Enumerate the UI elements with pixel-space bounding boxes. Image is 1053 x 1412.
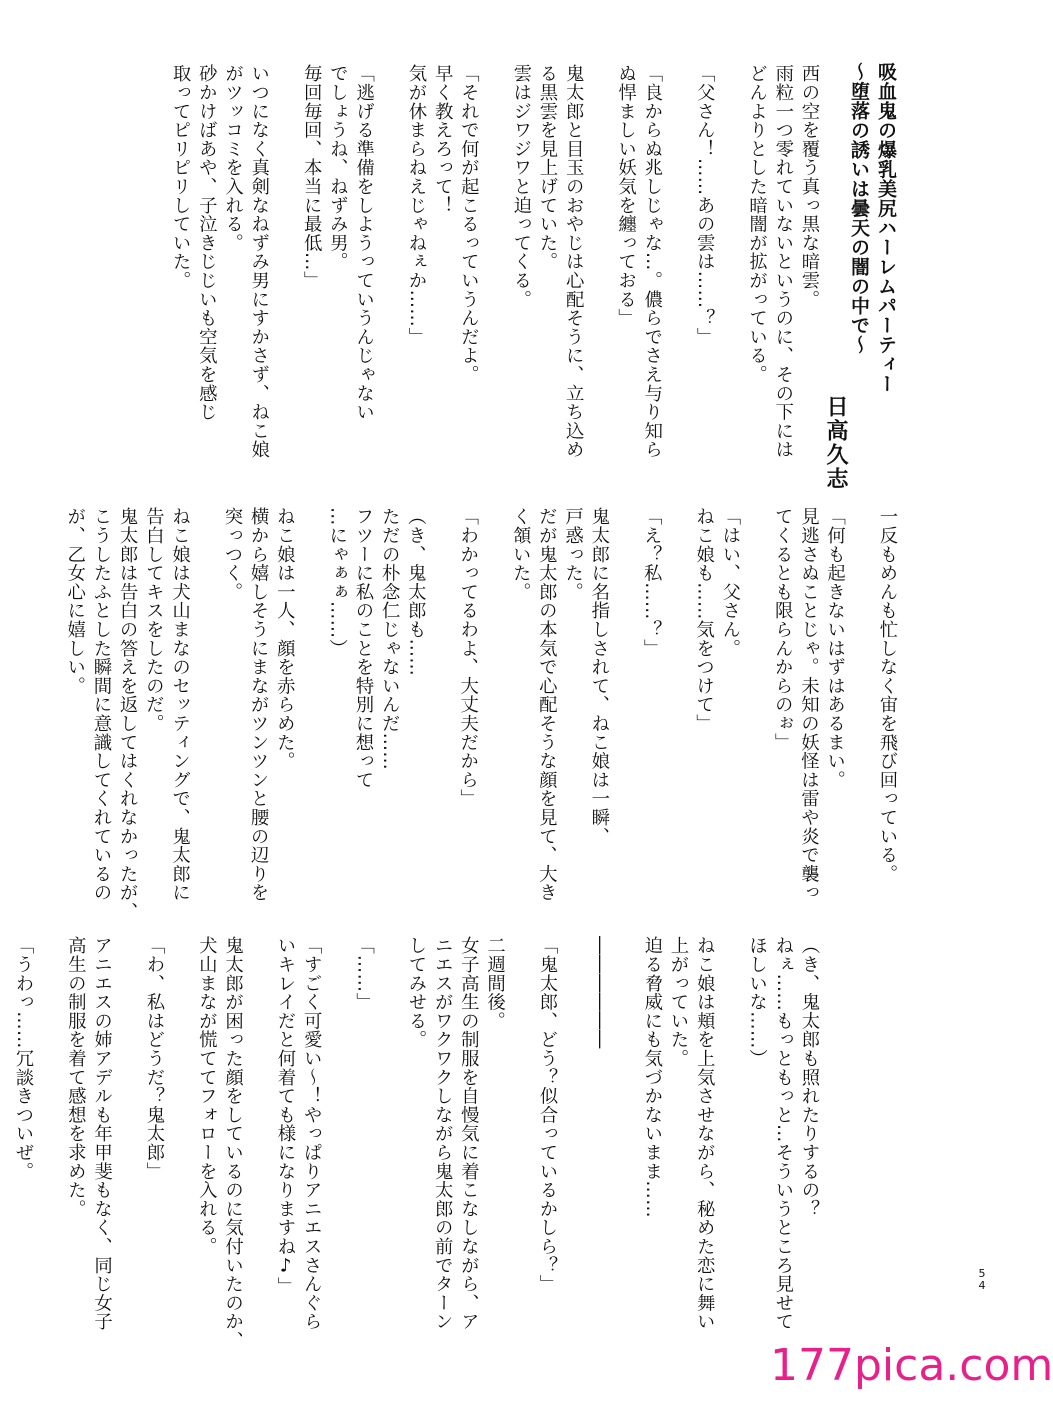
text-line: 二週間後。 [484,936,506,1030]
text-line: る黒雲を見上げていた。 [536,64,558,271]
text-line: ―――――― [589,936,611,1049]
text-line: 「それで何が起こるっていうんだよ。 [458,64,480,384]
text-line [717,936,743,1356]
text-line [717,64,743,474]
text-line [848,507,874,927]
text-line [272,64,298,474]
text-line [664,507,690,927]
author-name: 日高久志 [823,395,848,491]
text-line: 「わかってるわよ、大丈夫だから」 [457,507,479,808]
text-line: だが鬼太郎の本気で心配そうな顔を見て、大き [536,507,558,902]
watermark-text: 177pica.com [770,1340,1053,1391]
text-line: ただの朴念仁じゃないんだ…… [379,507,401,771]
text-line: 高生の制服を着て感想を求めた。 [65,936,87,1218]
text-line: 上がっていた。 [667,936,689,1068]
text-line [428,507,454,927]
text-line: 「逃げる準備をしようっていうんじゃない [353,64,375,422]
text-line [115,936,141,1356]
text-line: がツッコミを入れる。 [222,64,244,252]
text-line: してみせる。 [405,936,427,1049]
text-line [665,64,691,474]
text-line: 告白してキスをしたのだ。 [143,507,165,733]
text-line [193,507,219,927]
page-number: 54 [978,1267,986,1292]
text-tier-bottom [10,936,822,1356]
text-line: 「はい、父さん。 [719,507,741,658]
text-line: 「何も起きないはずはあるまい。 [824,507,846,789]
text-line: 見逃さぬことじゃ。未知の妖怪は雷や炎で襲っ [798,507,820,902]
text-tier-top [167,64,822,474]
text-line [297,507,323,927]
text-line [612,936,638,1356]
text-line: 鬼太郎が困った顔をしているのに気付いたのか、 [222,936,244,1350]
text-line: 一反もめんも忙しなく宙を飛び回っている。 [877,507,898,883]
text-line: 鬼太郎に名指しされて、ねこ娘は一瞬、 [588,507,610,846]
text-line [586,64,612,474]
text-line: ねこ娘は一人、顔を赤らめた。 [274,507,296,771]
story-subtitle: ～堕落の誘いは曇天の闇の中で～ [848,62,870,355]
text-line: 早く教えろって！ [432,64,454,215]
text-line: 女子高生の制服を自慢気に着こなしながら、ア [458,936,480,1331]
text-line: フツーに私のことを特別に想って [352,507,374,789]
text-line: が、乙女心に嬉しい。 [64,507,86,695]
text-line [481,64,507,474]
text-line: 砂かけばあや、子泣きじじいも空気を感じ [196,64,218,422]
text-line: ねこ娘も……気をつけて」 [693,507,715,733]
text-line: （き、鬼太郎も…… [405,507,427,677]
text-line: こうしたふとした瞬間に意識してくれているの [90,507,112,902]
text-line: 迫る脅威にも気づかないまま…… [641,936,663,1218]
text-line [36,936,62,1356]
text-line: ニエスがワクワクしながら鬼太郎の前でターン [432,936,454,1331]
text-line: …にゃぁぁ……） [326,507,348,658]
text-line: 戸惑った。 [562,507,584,601]
text-line: 取ってピリピリしていた。 [170,64,192,290]
text-line: いつになく真剣なねずみ男にすかさず、ねこ娘 [248,64,270,459]
text-line: （き、鬼太郎も照れたりするの？ [799,936,820,1218]
text-line: 「良からぬ兆しじゃな…。儂らでさえ与り知ら [641,64,663,459]
text-line: 気が休まらねえじゃねぇか……」 [405,64,427,346]
text-line: 鬼太郎と目玉のおやじは心配そうに、立ち込め [563,64,585,459]
story-title: 吸血鬼の爆乳美尻ハーレムパーティー [875,62,897,394]
text-line: 「すごく可愛い～！やっぱりアニエスさんぐら [301,936,323,1331]
text-line: 西の空を覆う真っ黒な暗雲。 [799,64,820,309]
text-line: いキレイだと何着ても様になりますね♪」 [274,936,296,1296]
text-line: 「鬼太郎、どう？似合っているかしら？」 [536,936,558,1294]
text-line: ねこ娘は頬を上気させながら、秘めた恋に舞い [694,936,716,1331]
text-line [560,936,586,1356]
text-line: ぬ悍ましい妖気を纏っておる」 [615,64,637,328]
text-line [743,507,769,927]
text-line: 横から嬉しそうにまながツンツンと腰の辺りを [248,507,270,902]
text-line: ねぇ……もっともっと…そういうところ見せて [772,936,794,1331]
text-line [324,936,350,1356]
text-line: アニエスの姉アデルも年甲斐もなく、同じ女子 [91,936,113,1331]
text-tier-middle [62,507,901,927]
text-line: ほしいな……） [746,936,768,1068]
text-line: 「……」 [353,936,375,1012]
text-line [377,64,403,474]
text-line: 鬼太郎は告白の答えを返してはくれなかったが、 [117,507,139,921]
text-line: 「うわっ……冗談きついぜ。 [12,936,34,1181]
text-line: 「父さん！……あの雲は……？」 [694,64,716,346]
text-line: 犬山まなが慌ててフォローを入れる。 [196,936,218,1256]
text-line: 「わ、私はどうだ？鬼太郎」 [143,936,165,1181]
text-line: どんよりとした暗闇が拡がっている。 [746,64,768,384]
text-line [508,936,534,1356]
text-line [377,936,403,1356]
text-line: 毎回毎回、本当に最低…」 [301,64,323,290]
text-line: 雲はジワジワと迫ってくる。 [510,64,532,309]
text-line: てくるとも限らんからのぉ」 [772,507,794,752]
text-line: ねこ娘は犬山まなのセッティングで、鬼太郎に [169,507,191,902]
text-line: 雨粒一つ零れていないというのに、その下には [772,64,794,459]
text-line: 突っつく。 [221,507,243,601]
text-line [612,507,638,927]
text-line: 「え？私……？」 [641,507,663,658]
text-line [481,507,507,927]
text-line: く頷いた。 [510,507,532,601]
text-line [167,936,193,1356]
text-line [246,936,272,1356]
text-line: でしょうね、ねずみ男。 [327,64,349,271]
